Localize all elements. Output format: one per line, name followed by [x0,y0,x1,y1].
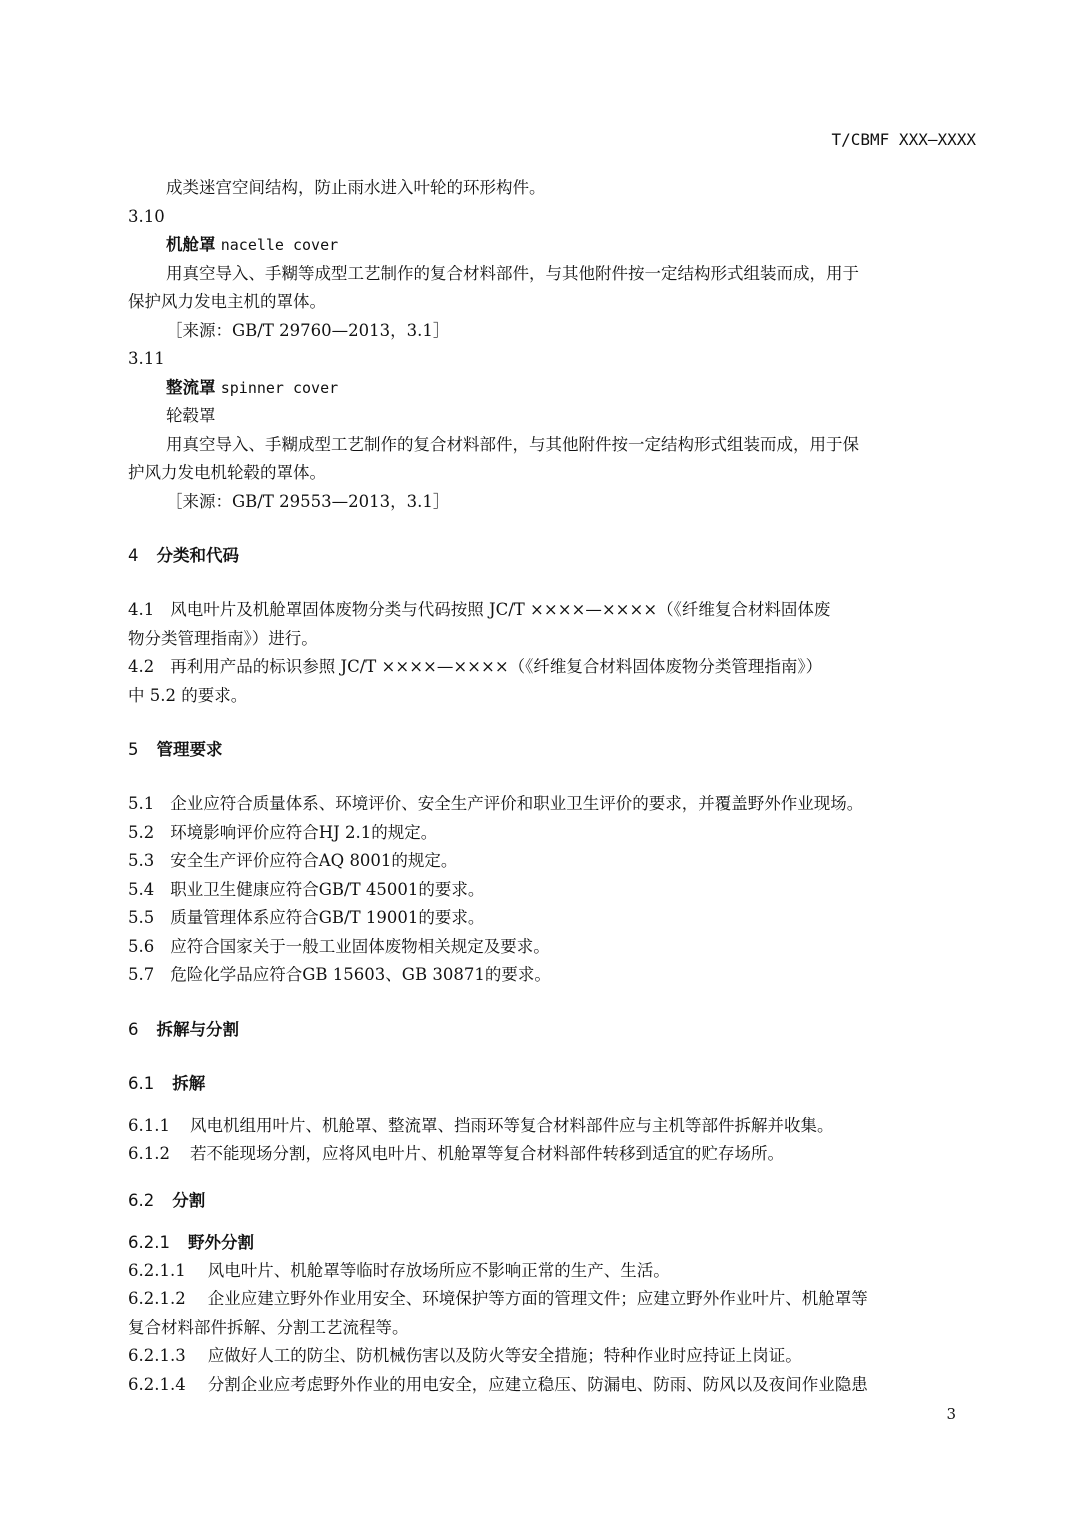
term-heading [128,374,973,403]
section-number: 5 [128,740,139,759]
clause-line [128,653,973,682]
subsubsection-heading [128,1229,973,1257]
clause-text: 危险化学品应符合GB 15603、GB 30871的要求。 [170,965,551,984]
clause-text: 企业应建立野外作业用安全、环境保护等方面的管理文件；应建立野外作业叶片、机舱罩等 [207,1289,868,1308]
clause-line [128,847,973,876]
clause-line [128,904,973,933]
subsection-title: 分割 [172,1190,206,1210]
document-code: T/CBMF XXX—XXXX [831,130,976,149]
clause-number: 6.1.2 [128,1144,170,1163]
clause-line [128,876,973,905]
subsection-number: 6.2 [128,1190,155,1210]
subsection-heading [128,1187,973,1215]
clause-text: 质量管理体系应符合GB/T 19001的要求。 [170,908,485,927]
clause-line [128,1285,973,1314]
clause-number: 5.3 [128,851,155,870]
term-definition-line: 护风力发电机轮毂的罩体。 [128,463,326,482]
clause-line [128,1342,973,1371]
clause-number: 6.2.1.3 [128,1346,186,1365]
section-heading [128,1016,973,1044]
clause-number: 5.5 [128,908,155,927]
paragraph-continuation: 成类迷宫空间结构，防止雨水进入叶轮的环形构件。 [166,178,546,197]
clause-text: 安全生产评价应符合AQ 8001的规定。 [170,851,458,870]
clause-number: 5.6 [128,936,155,956]
subsection-heading [128,1070,973,1098]
section-title: 管理要求 [156,740,223,759]
document-body [128,174,973,1399]
term-number: 3.10 [128,206,165,226]
section-title: 拆解与分割 [156,1019,239,1039]
section-number: 4 [128,546,139,565]
clause-continuation: 复合材料部件拆解、分割工艺流程等。 [128,1317,409,1337]
clause-line [128,596,973,625]
term-en: nacelle cover [220,236,339,254]
clause-number: 5.2 [128,822,155,842]
subsubsection-title: 野外分割 [187,1232,254,1252]
term-definition-line: 用真空导入、手糊等成型工艺制作的复合材料部件，与其他附件按一定结构形式组装而成，用于 [166,263,859,283]
clause-line [128,933,973,962]
term-number: 3.11 [128,349,165,368]
term-cn: 机舱罩 [166,235,216,254]
clause-number: 6.2.1.2 [128,1289,186,1308]
clause-text: 风电叶片、机舱罩等临时存放场所应不影响正常的生产、生活。 [207,1260,670,1280]
clause-line [128,961,973,990]
clause-line [128,1257,973,1286]
clause-line [128,1112,973,1141]
term-en: spinner cover [220,378,339,397]
clause-text: 风电叶片及机舱罩固体废物分类与代码按照 JC/T ××××—××××（《纤维复合材料固体废 [170,600,831,619]
term-alternative: 轮毂罩 [166,406,216,425]
subsection-title: 拆解 [172,1073,206,1093]
section-title: 分类和代码 [156,546,239,565]
clause-continuation: 物分类管理指南》）进行。 [128,628,318,648]
clause-text: 分割企业应考虑野外作业的用电安全，应建立稳压、防漏电、防雨、防风以及夜间作业隐患 [207,1374,868,1394]
subsection-number: 6.1 [128,1073,155,1093]
term-heading [128,231,973,260]
clause-line [128,1371,973,1400]
clause-line [128,790,973,819]
clause-number: 5.1 [128,794,155,813]
clause-text: 应做好人工的防尘、防机械伤害以及防火等安全措施；特种作业时应持证上岗证。 [207,1346,802,1365]
clause-text: 风电机组用叶片、机舱罩、整流罩、挡雨环等复合材料部件应与主机等部件拆解并收集。 [189,1115,834,1135]
clause-number: 4.2 [128,657,155,676]
term-definition-line: 用真空导入、手糊成型工艺制作的复合材料部件，与其他附件按一定结构形式组装而成，用于保 [166,434,859,454]
clause-list [128,790,973,990]
clause-line [128,819,973,848]
subsubsection-number: 6.2.1 [128,1232,170,1252]
clause-text: 职业卫生健康应符合GB/T 45001的要求。 [170,879,485,899]
clause-text: 再利用产品的标识参照 JC/T ××××—××××（《纤维复合材料固体废物分类管理指南》） [170,657,823,676]
clause-number: 5.4 [128,879,155,899]
section-number: 6 [128,1019,139,1039]
clause-continuation: 中 5.2 的要求。 [128,685,248,705]
clause-number: 6.2.1.1 [128,1260,186,1280]
clause-number: 5.7 [128,965,155,984]
term-cn: 整流罩 [166,377,216,397]
term-source: ［来源：GB/T 29553—2013，3.1］ [166,491,450,511]
clause-text: 环境影响评价应符合HJ 2.1的规定。 [170,822,438,842]
term-source: ［来源：GB/T 29760—2013，3.1］ [166,320,450,340]
clause-text: 企业应符合质量体系、环境评价、安全生产评价和职业卫生评价的要求，并覆盖野外作业现场。 [170,794,864,813]
clause-number: 4.1 [128,600,155,619]
section-heading [128,542,973,570]
clause-line [128,1140,973,1169]
section-heading [128,736,973,764]
clause-number: 6.1.1 [128,1115,170,1135]
clause-text: 应符合国家关于一般工业固体废物相关规定及要求。 [170,936,550,956]
clause-number: 6.2.1.4 [128,1374,186,1394]
clause-text: 若不能现场分割，应将风电叶片、机舱罩等复合材料部件转移到适宜的贮存场所。 [189,1144,784,1163]
term-definition-line: 保护风力发电主机的罩体。 [128,292,326,311]
page-number: 3 [946,1405,956,1423]
